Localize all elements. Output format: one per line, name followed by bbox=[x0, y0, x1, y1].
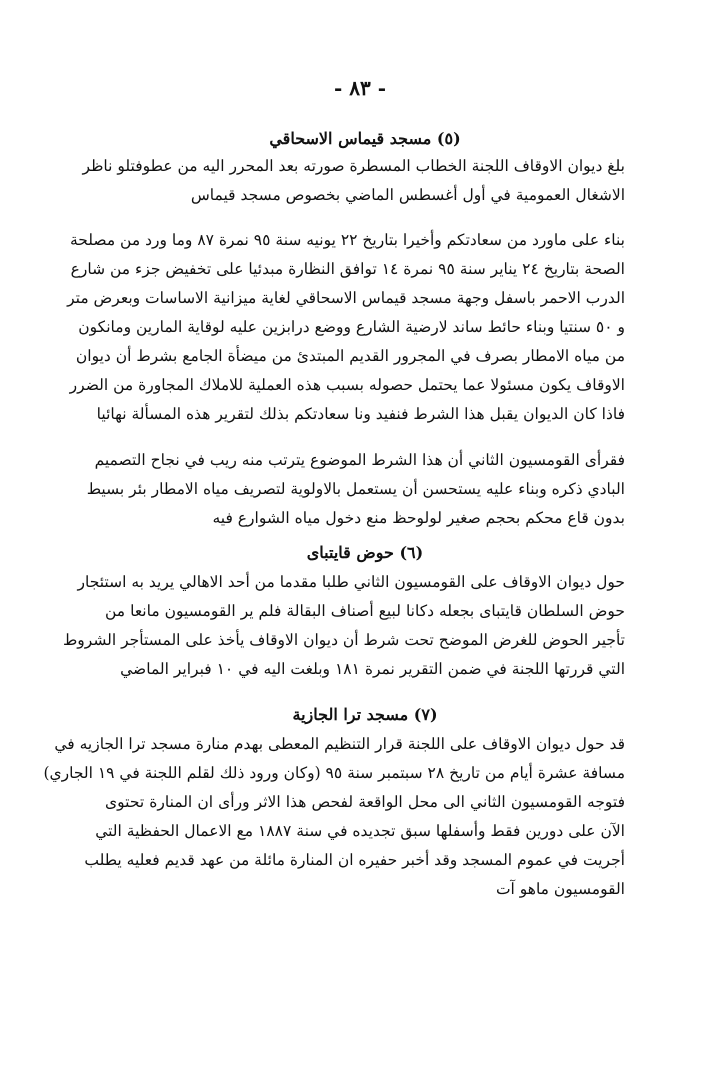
text-line: قد حول ديوان الاوقاف على اللجنة قرار التنظيم المعطى بهدم منارة مسجد ترا الجازيه في bbox=[54, 735, 625, 753]
text-line: و ٥٠ سنتيا وبناء حائط ساند لارضية الشارع ووضع درابزين عليه لوقاية المارين ومانكون bbox=[78, 318, 625, 336]
text-line: من مياه الامطار بصرف في المجرور القديم المبتدئ من ميضأة الجامع بشرط أن ديوان bbox=[75, 347, 625, 365]
text-line: بدون قاع محكم بحجم صغير لولوحظ منع دخول مياه الشوارع فيه bbox=[212, 509, 625, 527]
section-5-heading: (٥) مسجد قيماس الاسحاقي bbox=[269, 129, 461, 148]
section-5-paragraph-3 bbox=[86, 446, 625, 533]
text-line: بناء على ماورد من سعادتكم وأخيرا بتاريخ ٢٢ يونيه سنة ٩٥ نمرة ٨٧ وما ورد من مصلحة bbox=[69, 231, 625, 249]
text-line: الدرب الاحمر باسفل وجهة مسجد قيماس الاسحاقي لغاية ميزانية الاساسات وبعرض متر bbox=[67, 289, 625, 307]
text-line: حوض السلطان قايتباى بجعله دكانا لبيع أصناف البقالة فلم ير القومسيون مانعا من bbox=[105, 602, 625, 620]
page-number: - ٨٣ - bbox=[333, 76, 386, 100]
section-6-paragraph-1 bbox=[62, 568, 625, 684]
text-line: القومسيون ماهو آت bbox=[495, 880, 625, 898]
text-line: البادي ذكره وبناء عليه يستحسن أن يستعمل بالاولوية لتصريف مياه الامطار بئر بسيط bbox=[86, 480, 625, 498]
text-line: فاذا كان الديوان يقبل هذا الشرط فنفيد ونا سعادتكم بذلك لتقرير هذه المسألة نهائيا bbox=[96, 405, 625, 423]
text-line: مسافة عشرة أيام من تاريخ ٢٨ سبتمبر سنة ٩٥ (وكان ورود ذلك لقلم اللجنة في ١٩ الجاري) bbox=[43, 764, 625, 782]
section-6-heading: (٦) حوض قايتباى bbox=[306, 543, 424, 562]
text-line: بلغ ديوان الاوقاف اللجنة الخطاب المسطرة صورته بعد المحرر اليه من عطوفتلو ناظر bbox=[82, 157, 625, 175]
section-5-paragraph-2 bbox=[67, 226, 625, 429]
text-line: تأجير الحوض للغرض الموضح تحت شرط أن ديوان الاوقاف يأخذ على المستأجر الشروط bbox=[62, 631, 625, 649]
text-line: الاوقاف يكون مسئولا عما يحتمل حصوله بسبب هذه العملية للاملاك المجاورة من الضرر bbox=[69, 376, 625, 394]
section-7-heading: (٧) مسجد ترا الجازية bbox=[292, 705, 438, 724]
text-line: التي قررتها اللجنة في ضمن التقرير نمرة ١٨١ وبلغت اليه في ١٠ فبراير الماضي bbox=[120, 660, 625, 678]
text-line: الآن على دورين فقط وأسفلها سبق تجديده في سنة ١٨٨٧ مع الاعمال الحفظية التي bbox=[95, 822, 625, 840]
text-line: الصحة بتاريخ ٢٤ يناير سنة ٩٥ نمرة ١٤ توافق النظارة مبدئيا على تخفيض جزء من شارع bbox=[70, 260, 625, 278]
text-line: الاشغال العمومية في أول أغسطس الماضي بخصوص مسجد قيماس bbox=[190, 186, 625, 204]
section-5-paragraph-1 bbox=[82, 152, 625, 210]
text-line: حول ديوان الاوقاف على القومسيون الثاني طلبا مقدما من أحد الاهالي يريد به استئجار bbox=[77, 573, 625, 591]
text-line: فقرأى القومسيون الثاني أن هذا الشرط الموضوع يترتب منه ريب في نجاح التصميم bbox=[94, 451, 625, 469]
section-7-paragraph-1 bbox=[43, 730, 625, 904]
text-line: أجريت في عموم المسجد وقد أخبر حفيره ان المنارة مائلة من عهد قديم فعليه يطلب bbox=[84, 851, 625, 869]
text-line: فتوجه القومسيون الثاني الى محل الواقعة لفحص هذا الاثر ورأى ان المنارة تحتوى bbox=[105, 793, 625, 811]
